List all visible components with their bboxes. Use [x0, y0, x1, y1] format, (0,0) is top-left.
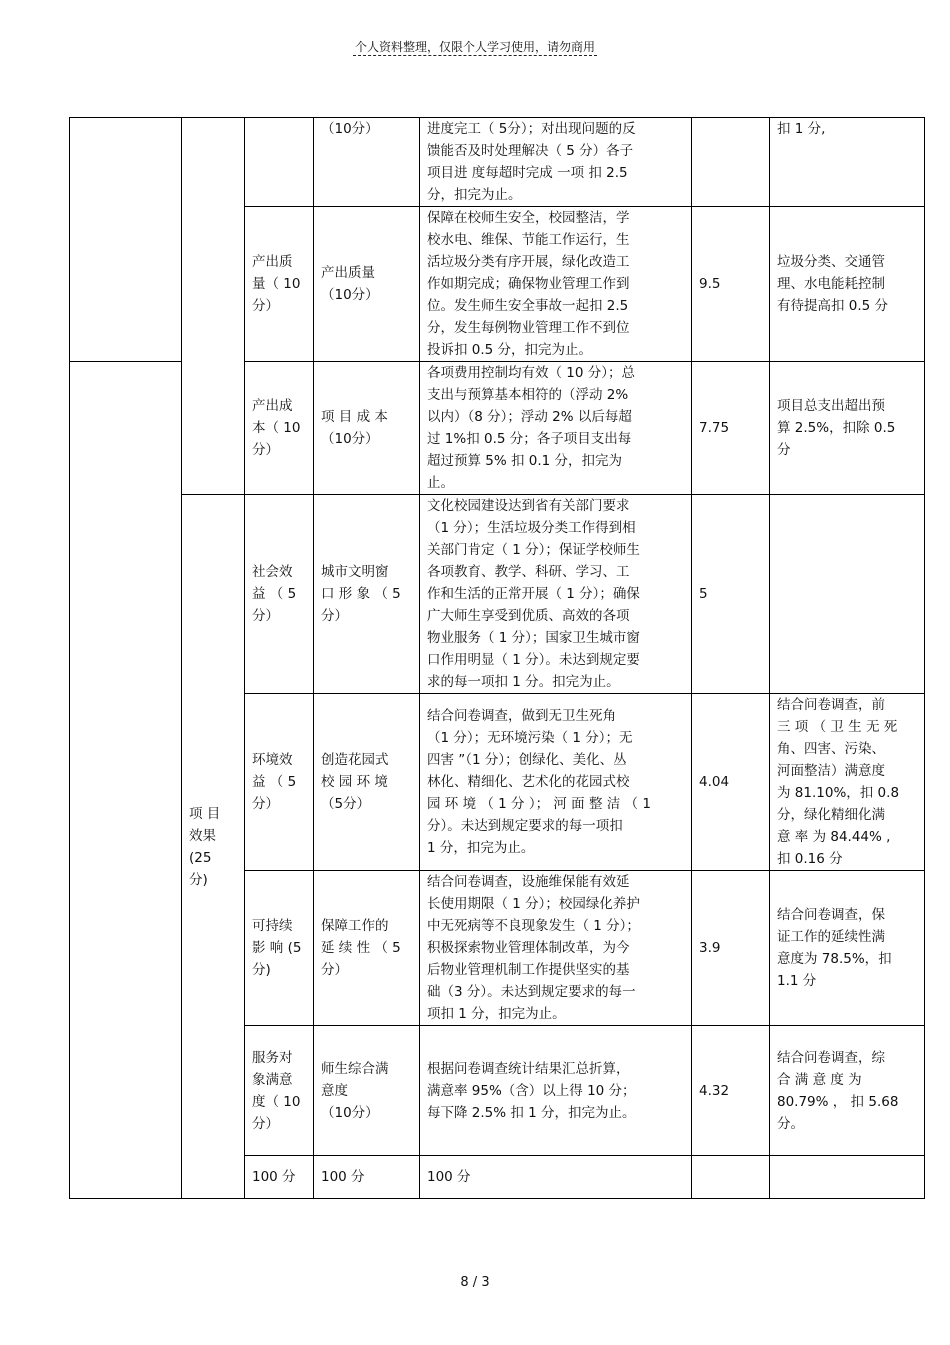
remark-cell: 垃圾分类、交通管 理、水电能耗控制 有待提高扣 0.5 分: [770, 207, 925, 362]
indicator-cell: 产出成 本（ 10 分）: [245, 362, 314, 495]
subcategory-cell: 项 目 效果 (25 分): [182, 495, 245, 1199]
total-cell: [692, 1156, 770, 1199]
indicator-cell: 环境效 益 （ 5 分）: [245, 694, 314, 871]
score-cell: 9.5: [692, 207, 770, 362]
indicator-cell: 产出质 量（ 10 分）: [245, 207, 314, 362]
indicator-cell: 服务对 象满意 度（ 10 分）: [245, 1026, 314, 1156]
score-cell: 7.75: [692, 362, 770, 495]
header-note: 个人资料整理，仅限个人学习使用，请勿商用: [354, 40, 595, 54]
category-cell: [70, 118, 182, 362]
score-cell: 3.9: [692, 871, 770, 1026]
remark-cell: 扣 1 分,: [770, 118, 925, 207]
remark-cell: 结合问卷调查，综 合 满 意 度 为 80.79% ， 扣 5.68 分。: [770, 1026, 925, 1156]
item-cell: 创造花园式 校 园 环 境 （5分）: [314, 694, 420, 871]
indicator-cell: 社会效 益 （ 5 分）: [245, 495, 314, 694]
page-header: [0, 38, 950, 55]
indicator-cell: [245, 118, 314, 207]
item-cell: 保障工作的 延 续 性 （ 5 分）: [314, 871, 420, 1026]
remark-cell: 结合问卷调查，前 三 项 （ 卫 生 无 死 角、四害、污染、 河面整洁）满意度 为 81.10%，扣 0.8 分，绿化精细化满 意 率 为 84.44% , 扣 0.16 分: [770, 694, 925, 871]
score-cell: 4.04: [692, 694, 770, 871]
criteria-cell: 各项费用控制均有效（ 10 分）；总 支出与预算基本相符的（浮动 2% 以内）（8 分）；浮动 2% 以后每超 过 1%扣 0.5 分；各子项目支出每 超过预算 5% 扣 0.1 分，扣完为 止。: [420, 362, 692, 495]
item-cell: 师生综合满 意度 （10分）: [314, 1026, 420, 1156]
table-row: [70, 495, 925, 694]
criteria-cell: 保障在校师生安全，校园整洁，学 校水电、维保、节能工作运行，生 活垃圾分类有序开展，绿化改造工 作如期完成；确保物业管理工作到 位。发生师生安全事故一起扣 2.5 分，发生每例物业管理工作不到位 投诉扣 0.5 分，扣完为止。: [420, 207, 692, 362]
criteria-cell: 结合问卷调查，设施维保能有效延 长使用期限（ 1 分）；校园绿化养护 中无死病等不良现象发生（ 1 分）； 积极探索物业管理体制改革，为今 后物业管理机制工作提供坚实的基 础（3 分）。未达到规定要求的每一 项扣 1 分，扣完为止。: [420, 871, 692, 1026]
table-row: [70, 118, 925, 207]
subcategory-cell: [182, 118, 245, 495]
category-cell: [70, 362, 182, 1199]
item-cell: 项 目 成 本 （10分）: [314, 362, 420, 495]
total-cell: 100 分: [245, 1156, 314, 1199]
criteria-cell: 文化校园建设达到省有关部门要求 （1 分）；生活垃圾分类工作得到相 关部门肯定（ 1 分）；保证学校师生 各项教育、教学、科研、学习、工 作和生活的正常开展（ 1 分）；确保 广大师生享受到优质、高效的各项 物业服务（ 1 分）；国家卫生城市窗 口作用明显（ 1 分）。未达到规定要 求的每一项扣 1 分。扣完为止。: [420, 495, 692, 694]
criteria-cell: 根据问卷调查统计结果汇总折算， 满意率 95%（含）以上得 10 分； 每下降 2.5% 扣 1 分，扣完为止。: [420, 1026, 692, 1156]
criteria-cell: 结合问卷调查，做到无卫生死角 （1 分）；无环境污染（ 1 分）；无 四害 ”（1 分）；创绿化、美化、丛 林化、精细化、艺术化的花园式校 园 环 境 （ 1 分 ）； 河 面 整 洁 （ 1 分）。未达到规定要求的每一项扣 1 分，扣完为止。: [420, 694, 692, 871]
item-cell: （10分）: [314, 118, 420, 207]
score-cell: 5: [692, 495, 770, 694]
total-cell: 100 分: [420, 1156, 692, 1199]
remark-cell: 结合问卷调查，保 证工作的延续性满 意度为 78.5%，扣 1.1 分: [770, 871, 925, 1026]
score-cell: 4.32: [692, 1026, 770, 1156]
score-cell: [692, 118, 770, 207]
page-number: 8 / 3: [460, 1275, 490, 1290]
score-table: [69, 117, 925, 1199]
total-cell: 100 分: [314, 1156, 420, 1199]
item-cell: 产出质量 （10分）: [314, 207, 420, 362]
item-cell: 城市文明窗 口 形 象 （ 5 分）: [314, 495, 420, 694]
remark-cell: [770, 495, 925, 694]
indicator-cell: 可持续 影 响 (5 分): [245, 871, 314, 1026]
total-cell: [770, 1156, 925, 1199]
criteria-cell: 进度完工（ 5分）；对出现问题的反 馈能否及时处理解决（ 5 分）各子 项目进 度每超时完成 一项 扣 2.5 分，扣完为止。: [420, 118, 692, 207]
remark-cell: 项目总支出超出预 算 2.5%，扣除 0.5 分: [770, 362, 925, 495]
